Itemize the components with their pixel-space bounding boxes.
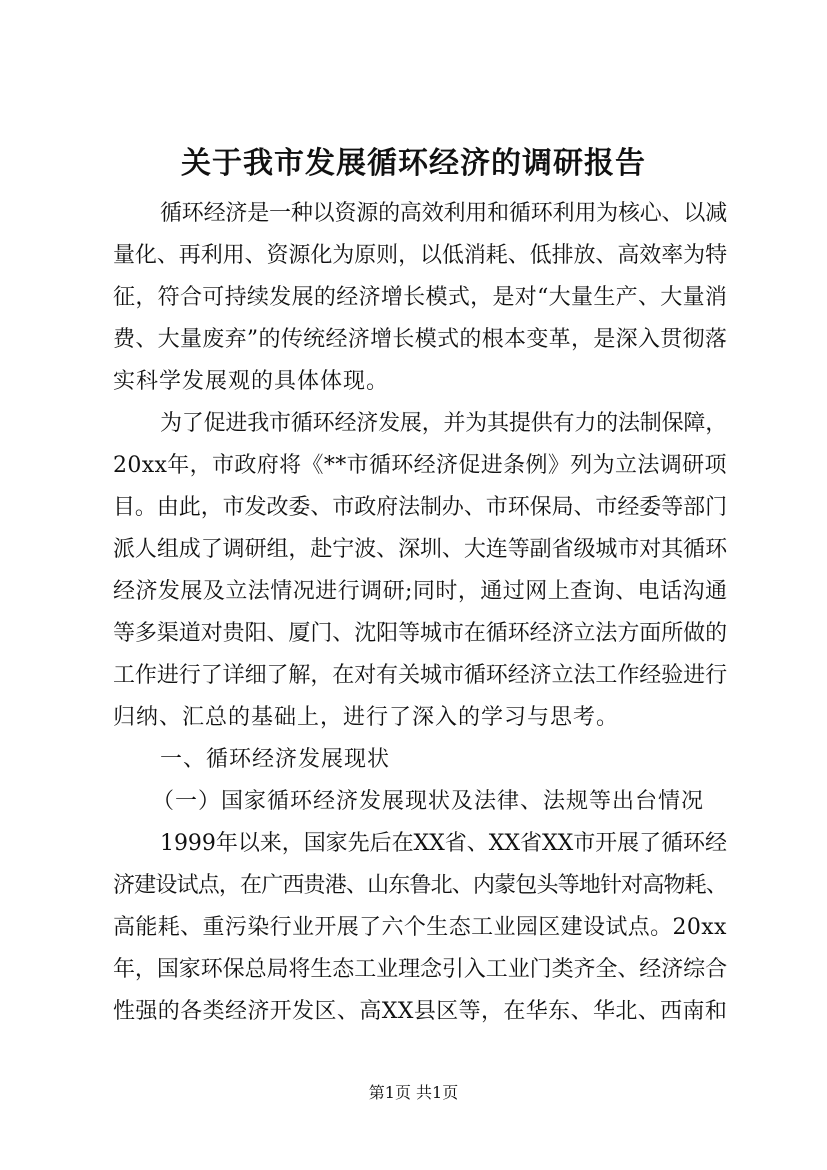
body-line-10: 经济发展及立法情况进行调研;同时，通过网上查询、电话沟通 — [113, 579, 728, 604]
body-line-19: 年，国家环保总局将生态工业理念引入工业门类齐全、经济综合 — [113, 957, 728, 982]
body-line-18: 高能耗、重污染行业开展了六个生态工业园区建设试点。20xx — [113, 915, 727, 940]
body-line-7: 20xx年，市政府将《**市循环经济促进条例》列为立法调研项 — [113, 453, 727, 478]
body-line-5: 实科学发展观的具体体现。 — [113, 369, 390, 394]
body-line-8: 目。由此，市发改委、市政府法制办、市环保局、市经委等部门 — [113, 495, 728, 520]
body-line-20: 性强的各类经济开发区、高XX县区等，在华东、华北、西南和 — [113, 999, 728, 1024]
body-line-12: 工作进行了详细了解，在对有关城市循环经济立法工作经验进行 — [113, 663, 728, 688]
body-line-4: 费、大量废弃”的传统经济增长模式的根本变革，是深入贯彻落 — [113, 327, 728, 352]
document-title: 关于我市发展循环经济的调研报告 — [181, 146, 646, 181]
body-line-17: 济建设试点，在广西贵港、山东鲁北、内蒙包头等地针对高物耗、 — [113, 873, 728, 898]
body-line-16: 1999年以来，国家先后在XX省、XX省XX市开展了循环经 — [160, 831, 727, 856]
subsection-heading: （一）国家循环经济发展现状及法律、法规等出台情况 — [152, 789, 705, 814]
body-line-6: 为了促进我市循环经济发展，并为其提供有力的法制保障， — [160, 411, 728, 436]
section-heading: 一、循环经济发展现状 — [160, 747, 391, 772]
page-number-footer: 第1页 共1页 — [368, 1083, 459, 1102]
body-line-9: 派人组成了调研组，赴宁波、深圳、大连等副省级城市对其循环 — [113, 537, 728, 562]
body-line-3: 征，符合可持续发展的经济增长模式，是对“大量生产、大量消 — [113, 285, 728, 310]
body-line-2: 量化、再利用、资源化为原则，以低消耗、低排放、高效率为特 — [113, 243, 728, 268]
body-line-13: 归纳、汇总的基础上，进行了深入的学习与思考。 — [113, 705, 620, 730]
body-line-1: 循环经济是一种以资源的高效利用和循环利用为核心、以减 — [160, 201, 728, 226]
body-line-11: 等多渠道对贵阳、厦门、沈阳等城市在循环经济立法方面所做的 — [113, 621, 728, 646]
